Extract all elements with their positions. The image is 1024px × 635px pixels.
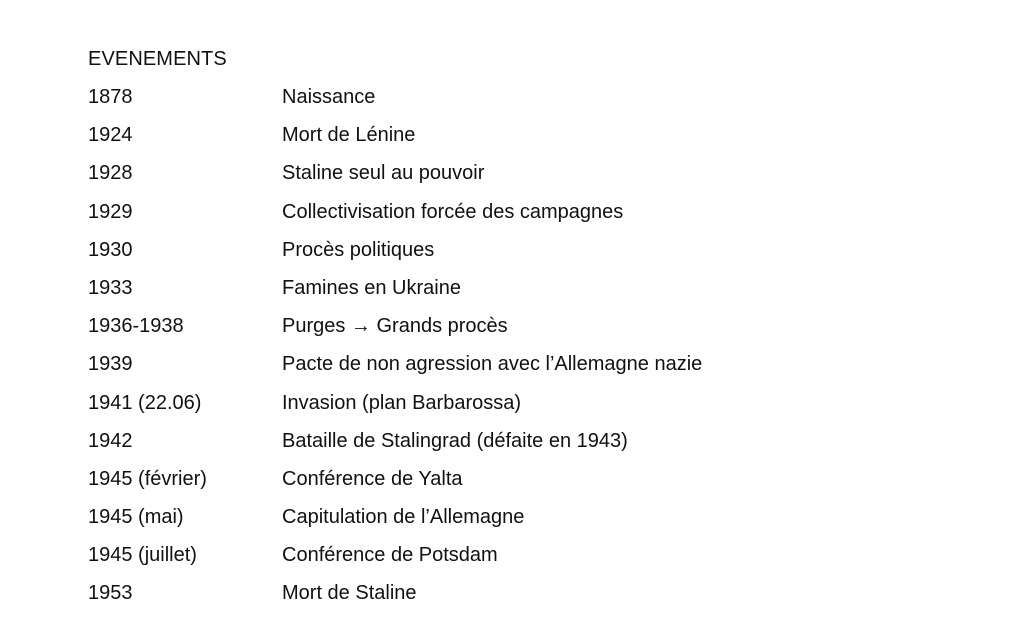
event-date: 1939 [88,353,133,376]
event-description: Conférence de Yalta [282,467,463,490]
event-description: Capitulation de l’Allemagne [282,506,525,529]
event-date: 1929 [88,200,133,223]
event-date: 1933 [88,276,133,299]
table-row [88,581,968,619]
event-description: Mort de Lénine [282,124,416,147]
event-description: Bataille de Stalingrad (défaite en 1943) [282,429,628,452]
event-description: Staline seul au pouvoir [282,162,485,185]
events-table [88,85,968,620]
table-row [88,352,968,390]
event-date: 1930 [88,238,133,261]
table-row [88,238,968,276]
event-date: 1945 (février) [88,467,207,490]
table-row [88,429,968,467]
table-row [88,85,968,123]
table-row [88,161,968,199]
event-date: 1928 [88,162,133,185]
event-date: 1936-1938 [88,315,184,338]
event-description: Naissance [282,86,376,108]
event-description: Procès politiques [282,238,435,261]
event-description: Pacte de non agression avec l’Allemagne nazie [282,353,703,376]
event-date: 1945 (mai) [88,506,184,529]
event-date: 1942 [88,429,133,452]
event-date: 1878 [88,86,133,108]
event-description: Conférence de Potsdam [282,544,498,567]
event-date: 1953 [88,582,133,605]
events-heading: EVENEMENTS [88,48,227,70]
table-row [88,314,968,352]
table-row [88,543,968,581]
table-row [88,276,968,314]
event-date: 1941 (22.06) [88,391,202,414]
event-description: Famines en Ukraine [282,276,461,299]
event-description: Purges → Grands procès [282,315,508,338]
event-description: Mort de Staline [282,582,417,605]
event-date: 1945 (juillet) [88,544,197,567]
table-row [88,505,968,543]
table-row [88,467,968,505]
table-row [88,123,968,161]
event-date: 1924 [88,124,133,147]
table-row [88,200,968,238]
event-description: Invasion (plan Barbarossa) [282,391,522,414]
table-row [88,391,968,429]
event-description: Collectivisation forcée des campagnes [282,200,624,223]
